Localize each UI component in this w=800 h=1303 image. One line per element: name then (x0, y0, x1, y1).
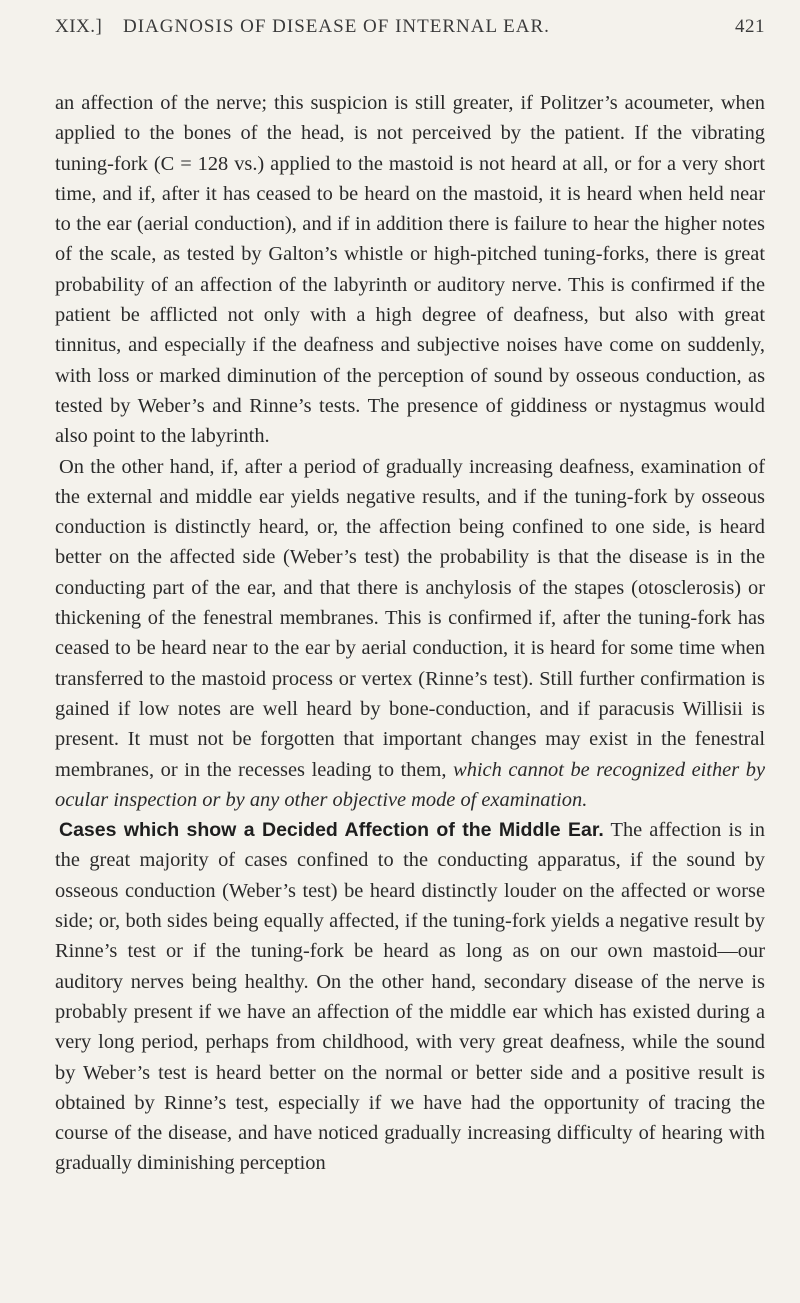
body-text (55, 88, 765, 1179)
section-heading: Cases which show a Decided Affection of the Middle Ear. (59, 819, 604, 842)
paragraph-2-text: On the other hand, if, after a period of gradually increasing deafness, examination of the external and middle ear yields negative results, and if the tuning-fork by osseous conduction is distinctly heard, or, the affection being confined to one side, is heard better on the affected side (Weber’s test) the probability is that the disease is in the conducting part of the ear, and that there is anchylosis of the stapes (otosclerosis) or thickening of the fenestral membranes. This is confirmed if, after the tuning-fork has ceased to be heard near to the ear by aerial conduction, it is heard for some time when transferred to the mastoid process or vertex (Rinne’s test). Still further confirmation is gained if low notes are well heard by bone-conduction, and if paracusis Willisii is present. It must not be forgotten that important changes may exist in the fenestral membranes, or in the recesses leading to them, (55, 455, 765, 781)
chapter-number: XIX.] (55, 16, 103, 37)
paragraph-2 (55, 452, 765, 816)
paragraph-2-italic-text: which cannot be recognized either by ocular inspection or by any other objective mode of examination. (55, 758, 765, 811)
book-page (55, 16, 765, 1179)
page-number: 421 (735, 16, 765, 37)
paragraph-3 (55, 815, 765, 1179)
running-header (55, 16, 765, 56)
paragraph-3-text: The affection is in the great majority of cases confined to the conducting apparatus, if the sound by osseous conduction (Weber’s test) be heard distinctly louder on the affected or worse side; or, both sides being equally affected, if the tuning-fork yields a negative result by Rinne’s test or if the tuning-fork be heard as long as on our own mastoid—our auditory nerves being healthy. On the other hand, secondary disease of the nerve is probably present if we have an affection of the middle ear which has existed during a very long period, perhaps from childhood, with very great deafness, while the sound by Weber’s test is heard better on the normal or better side and a positive result is obtained by Rinne’s test, especially if we have had the opportunity of tracing the course of the disease, and have noticed gradually increasing difficulty of hearing with gradually diminishing perception (55, 819, 765, 1175)
running-title: DIAGNOSIS OF DISEASE OF INTERNAL EAR. (123, 16, 550, 37)
paragraph-1-text: an affection of the nerve; this suspicion is still greater, if Politzer’s acoumeter, when applied to the bones of the head, is not perceived by the patient. If the vibrating tuning-fork (C = 128 vs.) applied to the mastoid is not heard at all, or for a very short time, and if, after it has ceased to be heard on the mastoid, it is heard when held near to the ear (aerial conduction), and if in addition there is failure to hear the higher notes of the scale, as tested by Galton’s whistle or high-pitched tuning-forks, there is great probability of an affection of the labyrinth or auditory nerve. This is confirmed if the patient be afflicted not only with a high degree of deafness, but also with great tinnitus, and especially if the deafness and subjective noises have come on suddenly, with loss or marked diminution of the perception of sound by osseous conduction, as tested by Weber’s and Rinne’s tests. The presence of giddiness or nystagmus would also point to the labyrinth. (55, 92, 765, 448)
paragraph-1 (55, 88, 765, 452)
